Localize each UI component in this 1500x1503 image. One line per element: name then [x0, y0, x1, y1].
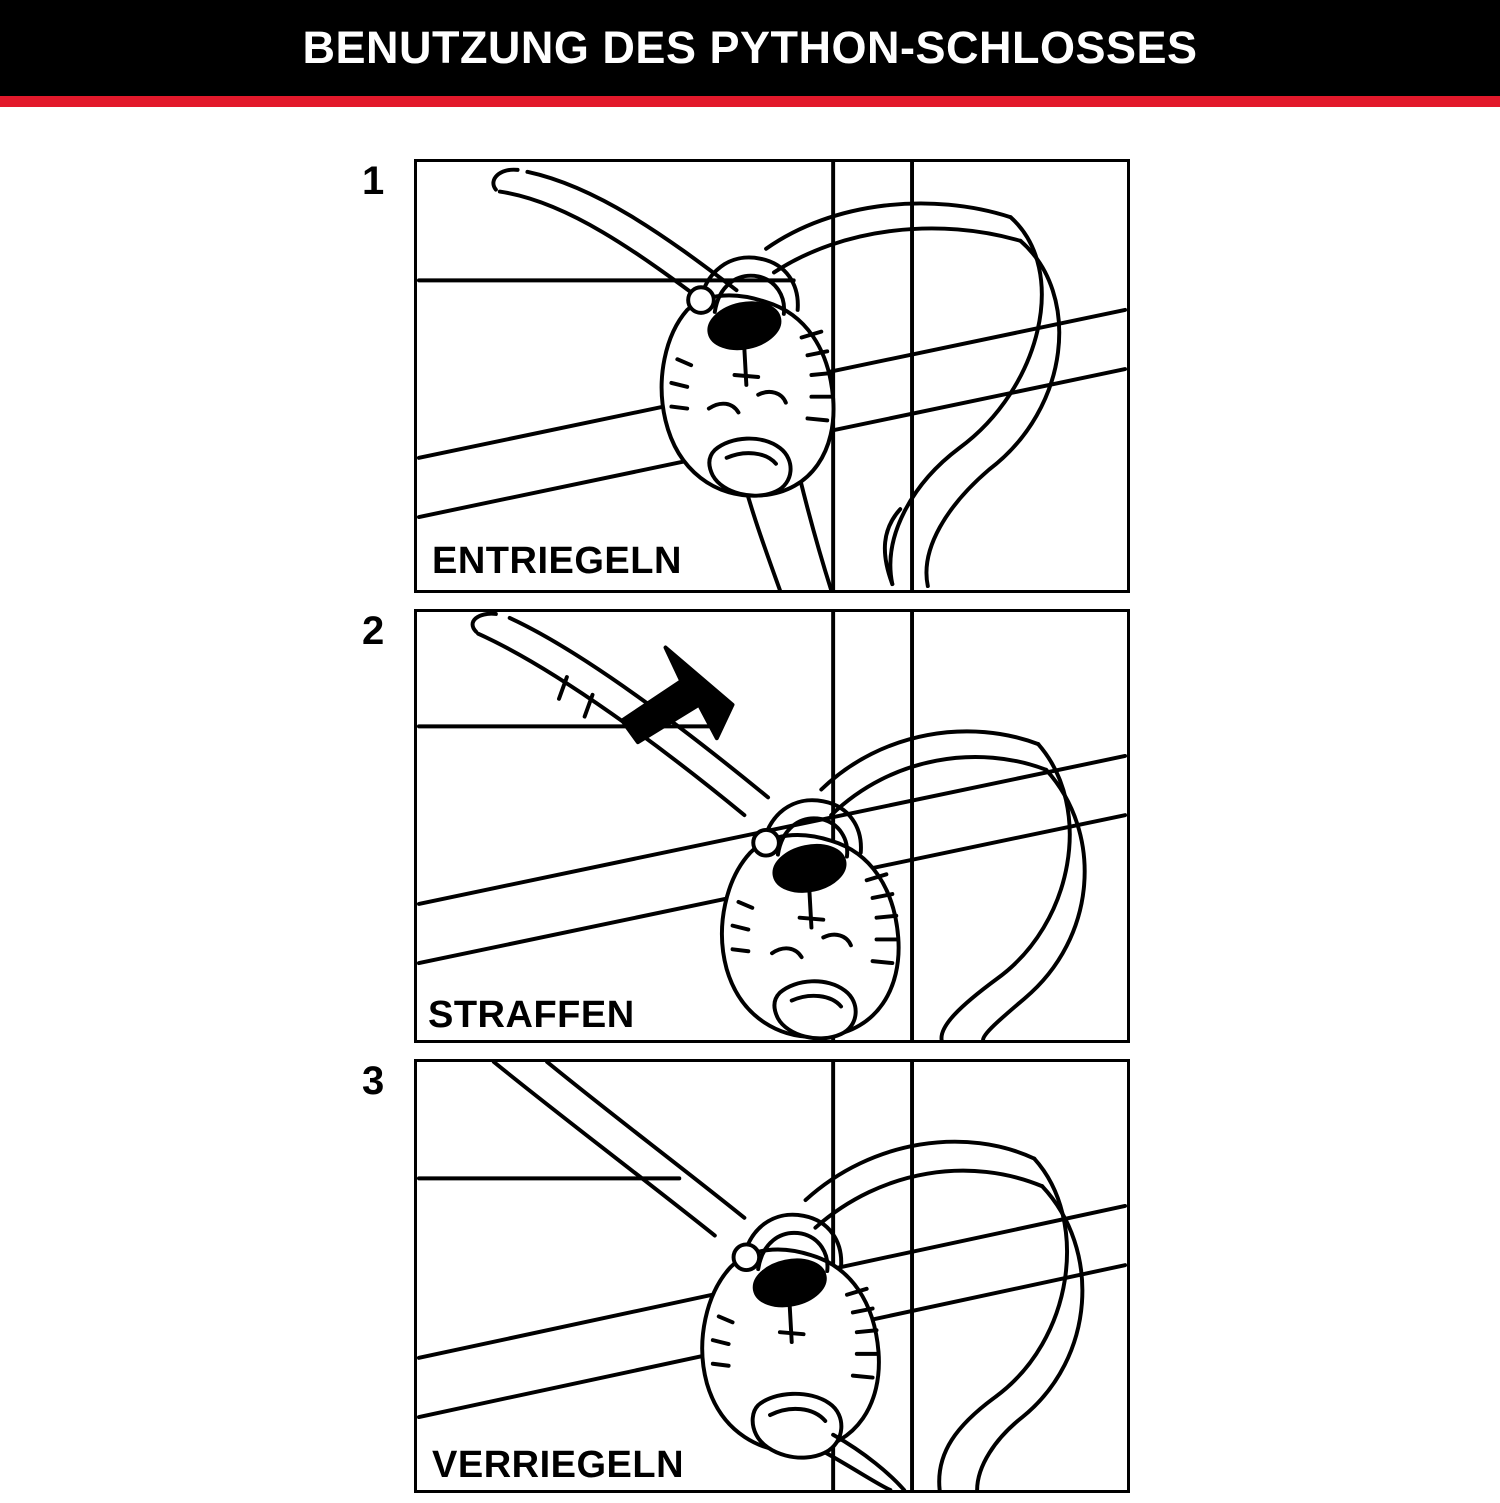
- python-lock-unlock-illustration: [417, 162, 1127, 590]
- step-2: [0, 603, 1500, 1053]
- step-caption: STRAFFEN: [428, 994, 635, 1036]
- python-lock-lock-illustration: [417, 1062, 1127, 1490]
- step-illustration-panel: [414, 609, 1130, 1043]
- step-illustration-panel: [414, 1059, 1130, 1493]
- page-title: BENUTZUNG DES PYTHON-SCHLOSSES: [302, 22, 1198, 73]
- step-caption: ENTRIEGELN: [432, 540, 682, 582]
- step-caption: VERRIEGELN: [432, 1444, 685, 1486]
- header-bar: [0, 0, 1500, 96]
- step-number: 2: [362, 609, 385, 653]
- step-number: 3: [362, 1059, 385, 1103]
- header-accent-rule: [0, 96, 1500, 107]
- steps-container: [0, 107, 1500, 1503]
- step-1: [0, 153, 1500, 603]
- step-illustration-panel: [414, 159, 1130, 593]
- step-number: 1: [362, 159, 385, 203]
- python-lock-tighten-illustration: [417, 612, 1127, 1040]
- step-3: [0, 1053, 1500, 1503]
